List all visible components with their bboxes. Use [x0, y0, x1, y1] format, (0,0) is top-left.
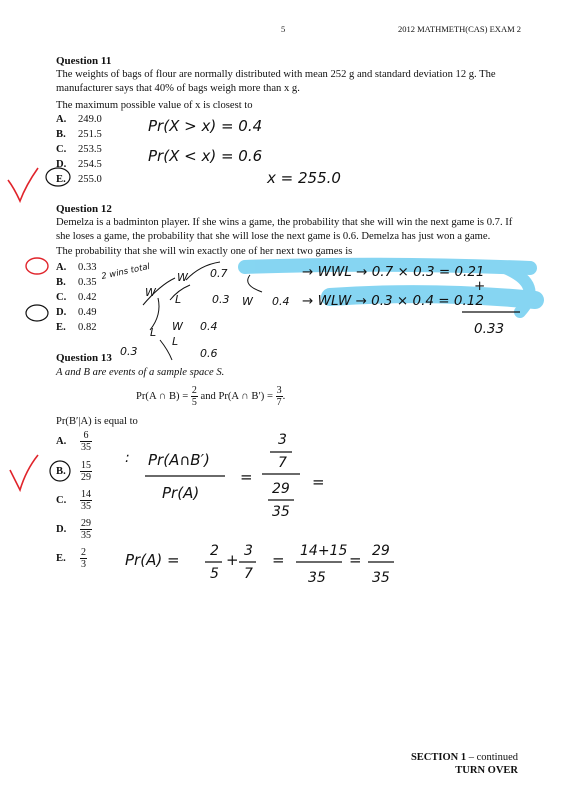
numerator: 29 [81, 518, 91, 529]
denominator: 29 [81, 472, 91, 483]
equals-sign: = [240, 468, 253, 486]
sub2-den: 35 [272, 504, 290, 520]
footer-turn-over: TURN OVER [455, 765, 518, 776]
tree-branch [150, 298, 159, 330]
numerator: 2 [191, 385, 197, 396]
tree-branch [186, 262, 220, 280]
option-c[interactable] [56, 142, 102, 157]
option-c[interactable] [56, 290, 97, 305]
option-letter: C. [56, 144, 67, 155]
tree-branch [248, 275, 262, 292]
denominator: 35 [81, 530, 91, 541]
highlighter-stroke [330, 294, 535, 300]
option-letter: B. [56, 277, 66, 288]
question-11-prompt: The maximum possible value of x is closest to [56, 100, 253, 111]
footer-dash: – [466, 752, 477, 763]
t1-num: 2 [210, 543, 219, 559]
denominator: 35 [81, 501, 91, 512]
numerator: 3 [276, 385, 282, 396]
option-b[interactable] [56, 460, 92, 483]
tree-branch [170, 285, 190, 300]
option-text: 0.82 [78, 322, 97, 333]
highlighter-stroke [245, 265, 530, 268]
q12-work-line-2: → WLW → 0.3 × 0.4 = 0.12 [302, 293, 484, 309]
q12-highlight [245, 265, 535, 312]
question-13-title: Question 13 [56, 352, 112, 364]
q13-handwriting [125, 432, 394, 586]
numerator: 14 [81, 489, 91, 500]
option-text: 255.0 [78, 174, 102, 185]
q12-working [302, 264, 504, 337]
option-b[interactable] [56, 127, 102, 142]
option-fraction [80, 489, 92, 512]
option-e[interactable] [56, 320, 97, 335]
option-fraction [80, 460, 92, 483]
q11-work-answer: x = 255.0 [267, 169, 341, 187]
option-text: 254.5 [78, 159, 102, 170]
tree-node: L [150, 326, 157, 339]
option-letter: E. [56, 322, 66, 333]
question-11-title: Question 11 [56, 55, 112, 67]
q12-total: 0.33 [474, 321, 505, 337]
tree-prob: 0.4 [272, 295, 290, 308]
option-fraction [80, 430, 92, 453]
denominator: 7 [276, 397, 282, 408]
question-11-options [56, 112, 102, 187]
q12-handwriting [101, 262, 290, 360]
highlighter-stroke [505, 268, 530, 312]
denominator: 3 [81, 559, 86, 570]
plus-sign: + [226, 551, 239, 569]
given-2-label: Pr(A ∩ B′) = [218, 390, 273, 402]
tree-node: W [177, 271, 188, 284]
formula-denominator: Pr(A) [162, 484, 200, 502]
question-11-stem-line-2: manufacturer says that 40% of bags weigh more than x g. [56, 83, 300, 94]
tree-prob: 0.4 [200, 320, 218, 333]
sub1-den: 7 [278, 455, 287, 471]
answer-circle-icon [26, 305, 48, 321]
pa-label: Pr(A) = [125, 551, 180, 569]
numerator: 2 [81, 547, 86, 558]
q12-work-line-1: → WWL → 0.7 × 0.3 = 0.21 [302, 264, 485, 280]
q12-tree-branches [143, 262, 262, 360]
tree-prob: 0.3 [120, 345, 138, 358]
option-letter: B. [56, 129, 66, 140]
tree-prob: 0.7 [210, 267, 228, 280]
tree-branch [160, 340, 172, 360]
given-1-label: Pr(A ∩ B) = [136, 390, 189, 402]
q11-work-line-2: Pr(X < x) = 0.6 [148, 147, 263, 165]
numerator: 15 [81, 460, 91, 471]
tree-node: W [242, 295, 253, 308]
option-e[interactable] [56, 172, 102, 187]
sub1-num: 3 [278, 432, 287, 448]
red-checkmark-icon [8, 168, 38, 201]
option-b[interactable] [56, 275, 97, 290]
question-12-title: Question 12 [56, 203, 112, 215]
option-letter: A. [56, 262, 67, 273]
equals-sign: = [312, 473, 325, 491]
option-text: 0.35 [78, 277, 97, 288]
q12-note: 2 wins total [100, 261, 151, 282]
option-c[interactable] [56, 489, 92, 512]
tree-node: L [175, 293, 182, 306]
question-13-stem: A and B are events of a sample space S. [56, 367, 225, 378]
option-e[interactable] [56, 547, 87, 570]
option-d[interactable] [56, 157, 102, 172]
question-13-given: Pr(A ∩ B) = $\frac{2}{5}$ and Pr(A ∩ B′) = $\frac{3}{7}$ . [136, 385, 286, 408]
t4-num: 29 [372, 543, 390, 559]
q12-plus: + [474, 278, 486, 294]
option-fraction [80, 547, 87, 570]
footer-section: SECTION 1 [410, 752, 467, 763]
option-text: 251.5 [78, 129, 102, 140]
tree-node: W [145, 286, 156, 299]
question-13-prompt: Pr(B′|A) is equal to [56, 416, 138, 427]
page-number: 5 [281, 24, 286, 34]
option-d[interactable] [56, 518, 92, 541]
question-12-stem-line-1: Demelza is a badminton player. If she wins a game, the probability that she will win the next game is 0.7. If [56, 217, 513, 228]
q11-handwriting [148, 117, 341, 187]
t1-den: 5 [210, 566, 219, 582]
option-letter: C. [56, 292, 67, 303]
option-a[interactable] [56, 260, 97, 275]
equals-sign: = [349, 551, 362, 569]
option-a[interactable] [56, 112, 102, 127]
sub2-num: 29 [272, 481, 290, 497]
option-text: 0.42 [78, 292, 97, 303]
question-12-stem-line-2: she loses a game, the probability that she will lose the next game is 0.6. Demelza has just won a game. [56, 231, 491, 242]
t4-den: 35 [372, 570, 390, 586]
option-letter: B. [56, 466, 66, 477]
option-fraction [80, 518, 92, 541]
answer-circle-icon [26, 258, 48, 274]
option-d[interactable] [56, 305, 97, 320]
given-2-fraction [276, 385, 283, 408]
t3-den: 35 [308, 570, 326, 586]
q13-colon: : [125, 450, 130, 466]
option-letter: D. [56, 524, 67, 535]
option-a[interactable] [56, 430, 92, 453]
option-letter: D. [56, 307, 67, 318]
formula-numerator: Pr(A∩B′) [148, 451, 210, 469]
tree-branch [143, 278, 175, 305]
q11-work-line-1: Pr(X > x) = 0.4 [148, 117, 263, 135]
option-letter: E. [56, 174, 66, 185]
red-checkmark-icon [10, 455, 38, 490]
option-text: 0.49 [78, 307, 97, 318]
tree-node: L [172, 335, 179, 348]
t3-num: 14+15 [300, 543, 348, 559]
option-text: 0.33 [78, 262, 97, 273]
option-letter: E. [56, 553, 66, 564]
option-letter: A. [56, 114, 67, 125]
exam-title: 2012 MATHMETH(CAS) EXAM 2 [398, 24, 522, 34]
question-11-stem-line-1: The weights of bags of flour are normally distributed with mean 252 g and standard deviation 12 g. The [56, 69, 496, 80]
option-letter: C. [56, 495, 67, 506]
tree-node: W [172, 320, 183, 333]
question-12-options [56, 260, 97, 335]
footer-continued [411, 752, 518, 763]
denominator: 35 [81, 442, 91, 453]
option-text: 249.0 [78, 114, 102, 125]
option-text: 253.5 [78, 144, 102, 155]
t2-num: 3 [244, 543, 253, 559]
t2-den: 7 [244, 566, 253, 582]
tree-prob: 0.6 [200, 347, 218, 360]
equals-sign: = [272, 551, 285, 569]
given-1-fraction [191, 385, 198, 408]
tree-prob: 0.3 [212, 293, 230, 306]
footer-continued-text: continued [476, 752, 518, 763]
denominator: 5 [191, 397, 197, 408]
question-12-prompt: The probability that she will win exactly one of her next two games is [56, 246, 353, 257]
given-and: and [200, 390, 216, 402]
option-letter: A. [56, 436, 67, 447]
numerator: 6 [80, 430, 92, 442]
option-letter: D. [56, 159, 67, 170]
